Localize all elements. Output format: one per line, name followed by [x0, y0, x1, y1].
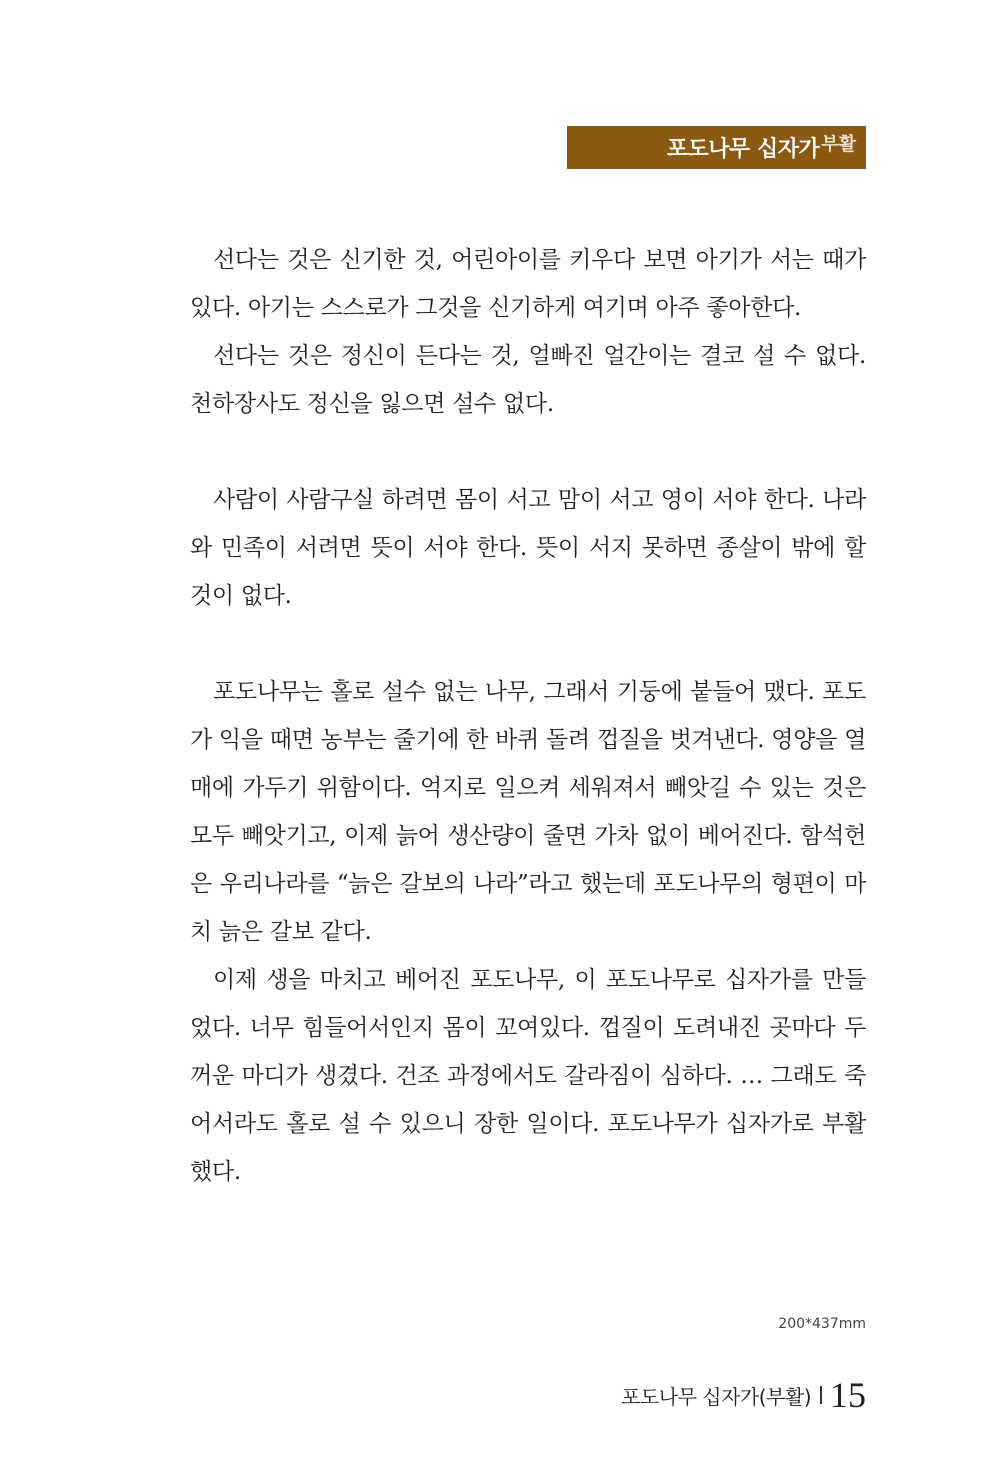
paragraph: 선다는 것은 정신이 든다는 것, 얼빠진 얼간이는 결코 설 수 없다. 천하장사도 정신을 잃으면 설수 없다. — [190, 343, 866, 417]
page-footer — [621, 1374, 866, 1416]
artwork-size-note: 200*437mm — [778, 1316, 866, 1332]
paragraph: 사람이 사람구실 하려면 몸이 서고 맘이 서고 영이 서야 한다. 나라와 민족이 서려면 뜻이 서야 한다. 뜻이 서지 못하면 종살이 밖에 할 것이 없다. — [190, 487, 866, 609]
section-gap — [190, 428, 866, 476]
body-text — [190, 236, 866, 1196]
paragraph: 포도나무는 홀로 설수 없는 나무, 그래서 기둥에 붙들어 맸다. 포도가 익을 때면 농부는 줄기에 한 바퀴 돌려 껍질을 벗겨낸다. 영양을 열매에 가두기 위함이다. 억지로 일으켜 세워져서 빼앗길 수 있는 것은 모두 빼앗기고, 이제 늙어 생산량이 줄면 가차 없이 베어진다. 함석헌은 우리나라를 “늙은 갈보의 나라”라고 했는데 포도나무의 형편이 마치 늙은 갈보 같다. — [190, 679, 866, 945]
running-header — [567, 126, 866, 169]
section-gap — [190, 620, 866, 668]
header-accent: 부활 — [821, 133, 856, 155]
paragraph: 선다는 것은 신기한 것, 어린아이를 키우다 보면 아기가 서는 때가 있다. 아기는 스스로가 그것을 신기하게 여기며 아주 좋아한다. — [190, 247, 866, 321]
header-title: 포도나무 십자가 — [666, 137, 820, 162]
footer-title: 포도나무 십자가(부활) — [621, 1384, 811, 1409]
footer-divider — [820, 1386, 822, 1404]
page-number: 15 — [830, 1375, 866, 1415]
paragraph: 이제 생을 마치고 베어진 포도나무, 이 포도나무로 십자가를 만들었다. 너무 힘들어서인지 몸이 꼬여있다. 껍질이 도려내진 곳마다 두꺼운 마디가 생겼다. 건조 과정에서도 갈라짐이 심하다. … 그래도 죽어서라도 홀로 설 수 있으니 장한 일이다. 포도나무가 십자가로 부활했다. — [190, 967, 866, 1185]
